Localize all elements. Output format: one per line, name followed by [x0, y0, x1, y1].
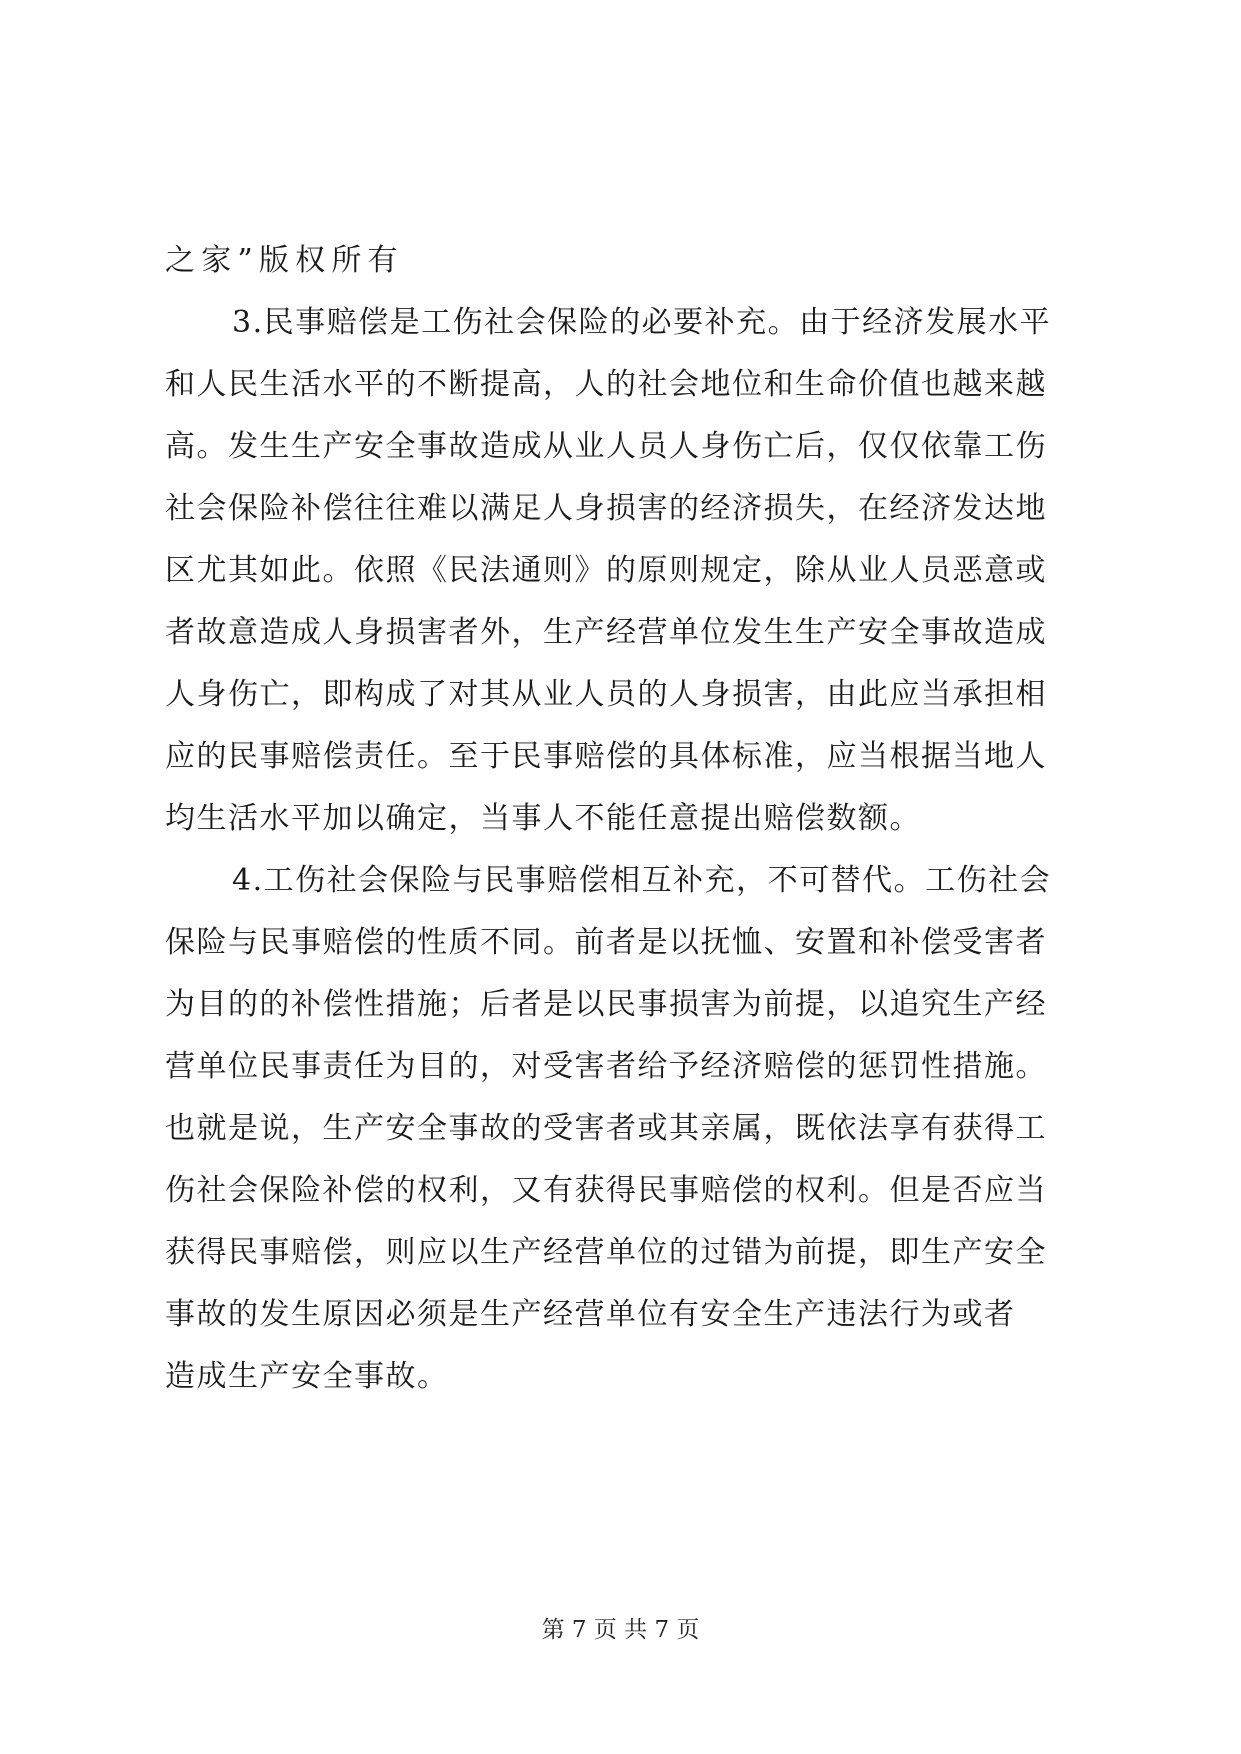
text-line: 造成生产安全事故。: [165, 1359, 449, 1394]
text-line: 应的民事赔偿责任。至于民事赔偿的具体标准，应当根据当地人: [165, 739, 1047, 774]
text-line: 区尤其如此。依照《民法通则》的原则规定，除从业人员恶意或: [165, 553, 1047, 588]
text-line: 营单位民事责任为目的，对受害者给予经济赔偿的惩罚性措施。: [165, 1049, 1047, 1084]
text-line: 事故的发生原因必须是生产经营单位有安全生产违法行为或者: [165, 1297, 1016, 1332]
text-line: 为目的的补偿性措施；后者是以民事损害为前提，以追究生产经: [165, 987, 1047, 1022]
text-line: 社会保险补偿往往难以满足人身损害的经济损失，在经济发达地: [165, 491, 1047, 526]
text-line: 之家”版权所有: [165, 243, 404, 278]
text-line: 伤社会保险补偿的权利，又有获得民事赔偿的权利。但是否应当: [165, 1173, 1047, 1208]
text-line: 和人民生活水平的不断提高，人的社会地位和生命价值也越来越: [165, 367, 1047, 402]
paragraph-4-line-1: 4.工伤社会保险与民事赔偿相互补充，不可替代。工伤社会: [232, 863, 1052, 898]
page-number-footer: 第 7 页 共 7 页: [541, 1617, 700, 1643]
text-line: 也就是说，生产安全事故的受害者或其亲属，既依法享有获得工: [165, 1111, 1047, 1146]
text-line: 高。发生生产安全事故造成从业人员人身伤亡后，仅仅依靠工伤: [165, 429, 1047, 464]
body-text: [165, 230, 1085, 1408]
text-line: 获得民事赔偿，则应以生产经营单位的过错为前提，即生产安全: [165, 1235, 1047, 1270]
paragraph-3-line-1: 3.民事赔偿是工伤社会保险的必要补充。由于经济发展水平: [232, 305, 1052, 340]
text-line: 保险与民事赔偿的性质不同。前者是以抚恤、安置和补偿受害者: [165, 925, 1047, 960]
text-line: 者故意造成人身损害者外，生产经营单位发生生产安全事故造成: [165, 615, 1047, 650]
text-line: 人身伤亡，即构成了对其从业人员的人身损害，由此应当承担相: [165, 677, 1047, 712]
text-line: 均生活水平加以确定，当事人不能任意提出赔偿数额。: [165, 801, 921, 836]
